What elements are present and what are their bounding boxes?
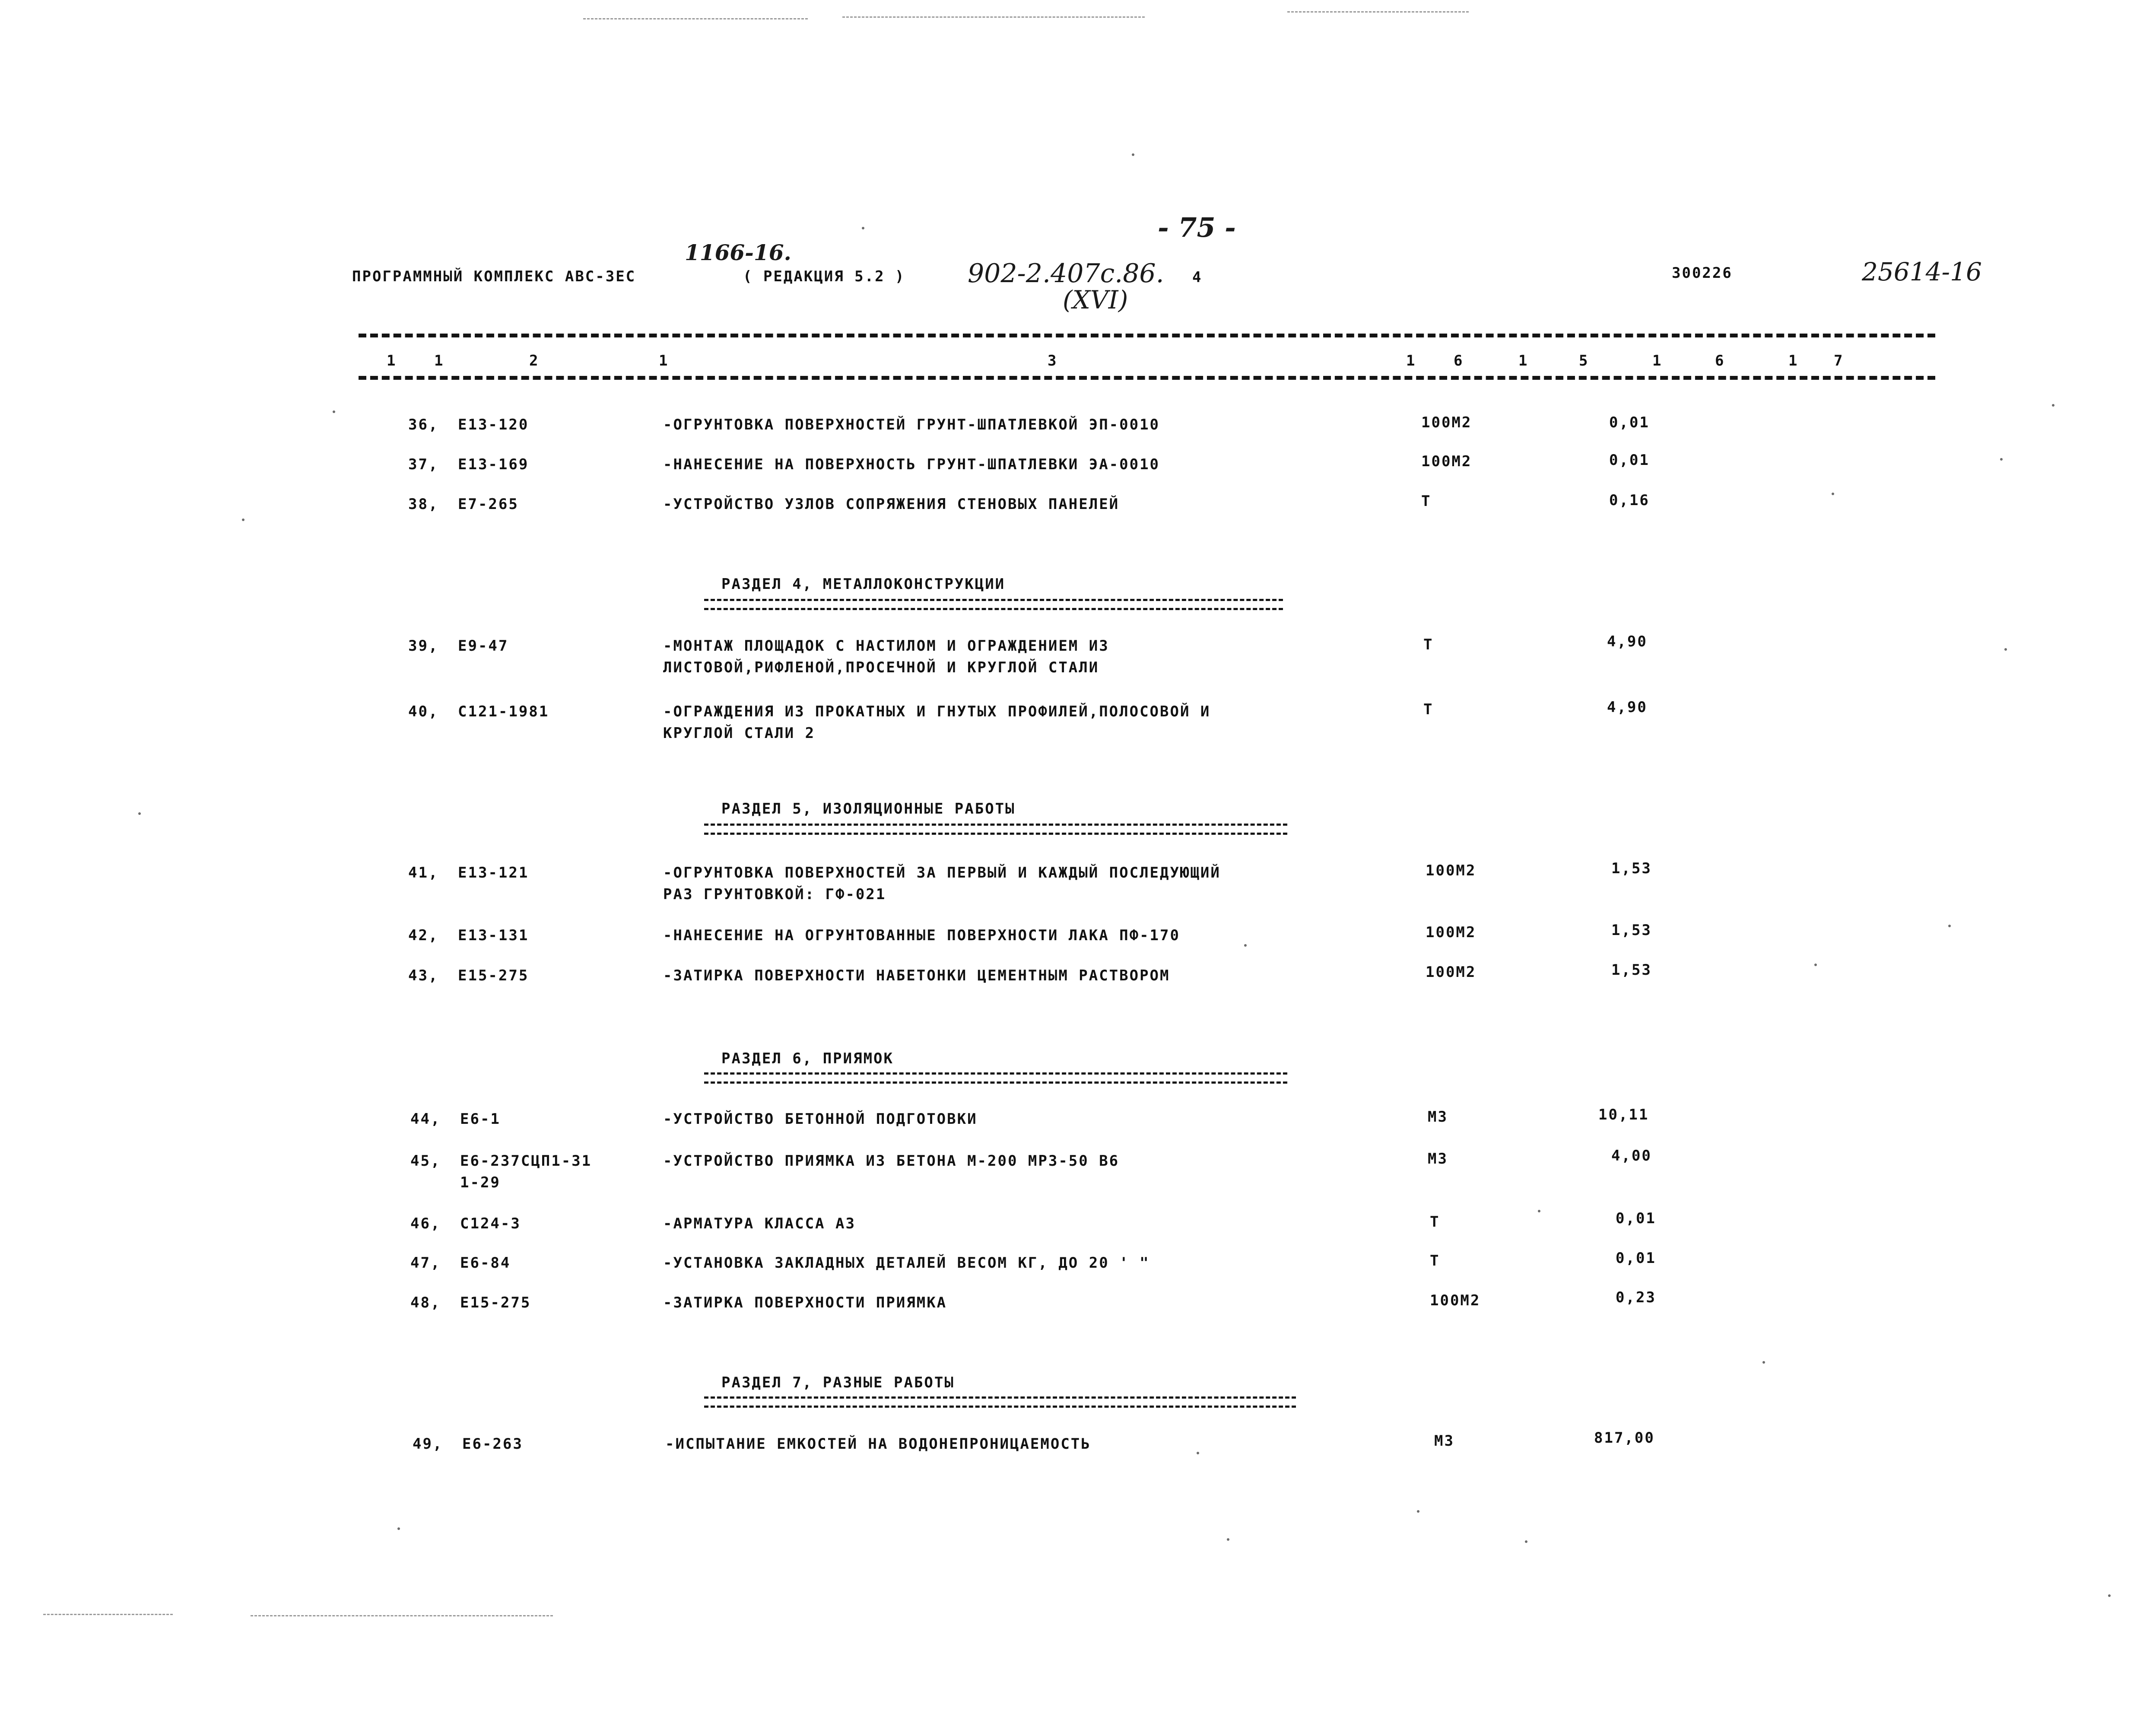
row-number: 41,: [408, 864, 439, 881]
row-quantity: 4,00: [1611, 1147, 1652, 1164]
row-description: -ОГРУНТОВКА ПОВЕРХНОСТЕЙ ЗА ПЕРВЫЙ И КАЖДЫЙ ПОСЛЕДУЮЩИЙ: [663, 864, 1221, 881]
row-unit: Т: [1421, 493, 1432, 510]
scan-speck: [1244, 944, 1247, 947]
row-unit: Т: [1423, 636, 1434, 653]
scan-speck: [1948, 925, 1951, 927]
col-sep: 1: [1788, 352, 1799, 369]
section-title: РАЗДЕЛ 7, РАЗНЫЕ РАБОТЫ: [721, 1374, 955, 1391]
row-unit: 100М2: [1430, 1292, 1481, 1309]
row-quantity: 0,23: [1616, 1289, 1656, 1306]
row-quantity: 0,01: [1609, 414, 1650, 431]
row-unit: М3: [1428, 1108, 1448, 1126]
col-sep: 1: [1518, 352, 1529, 369]
scan-artifact-top-3: [1287, 11, 1469, 13]
col-header-6a: 6: [1454, 352, 1464, 369]
row-quantity: 4,90: [1607, 633, 1648, 650]
section-underline: [704, 599, 1283, 610]
col-sep: 1: [387, 352, 397, 369]
row-code: Е15-275: [458, 967, 529, 984]
scan-speck: [1525, 1540, 1527, 1543]
scan-speck: [1132, 153, 1134, 156]
scan-speck: [138, 812, 141, 815]
row-description-cont: ЛИСТОВОЙ,РИФЛЕНОЙ,ПРОСЕЧНОЙ И КРУГЛОЙ СТАЛИ: [663, 659, 1099, 676]
scan-speck: [1762, 1361, 1765, 1364]
scan-artifact-bottom-1: [43, 1614, 173, 1615]
section-title: РАЗДЕЛ 4, МЕТАЛЛОКОНСТРУКЦИИ: [721, 576, 1006, 593]
col-header-6b: 6: [1715, 352, 1725, 369]
row-code: Е13-121: [458, 864, 529, 881]
scan-speck: [1814, 964, 1817, 966]
col-sep: 1: [1652, 352, 1663, 369]
handwritten-project-code: 902-2.407с.86.: [968, 258, 1164, 289]
edition-label: ( РЕДАКЦИЯ 5.2 ): [743, 268, 905, 285]
row-code: Е9-47: [458, 637, 509, 655]
row-number: 39,: [408, 637, 439, 655]
scan-speck: [1538, 1210, 1540, 1212]
section-underline: [704, 824, 1287, 835]
row-number: 45,: [410, 1152, 441, 1170]
row-number: 42,: [408, 927, 439, 944]
table-rule-bottom: [359, 376, 1935, 380]
col-sep: 1: [1406, 352, 1416, 369]
col-sep: 1: [434, 352, 445, 369]
scan-speck: [333, 410, 335, 413]
row-description: -ОГРУНТОВКА ПОВЕРХНОСТЕЙ ГРУНТ-ШПАТЛЕВКОЙ ЭП-0010: [663, 416, 1160, 433]
row-code: Е6-237СЦП1-31: [460, 1152, 592, 1170]
row-code: Е13-169: [458, 456, 529, 473]
handwritten-volume: (XVI): [1063, 285, 1128, 315]
scan-speck: [397, 1527, 400, 1530]
row-quantity: 0,16: [1609, 492, 1650, 509]
row-unit: Т: [1430, 1213, 1440, 1231]
program-label: ПРОГРАММНЫЙ КОМПЛЕКС АВС-ЗЕС: [352, 268, 636, 285]
row-code: С121-1981: [458, 703, 549, 720]
row-unit: 100М2: [1421, 414, 1472, 431]
row-code: С124-3: [460, 1215, 521, 1232]
scan-speck: [2004, 648, 2007, 651]
row-unit: Т: [1423, 701, 1434, 718]
scan-artifact-bottom-2: [251, 1615, 553, 1616]
row-code: Е6-263: [462, 1435, 523, 1453]
section-underline: [704, 1072, 1287, 1084]
row-unit: М3: [1428, 1150, 1448, 1167]
row-code: Е15-275: [460, 1294, 531, 1311]
row-quantity: 1,53: [1611, 961, 1652, 979]
scan-speck: [1227, 1538, 1229, 1541]
row-description-cont: КРУГЛОЙ СТАЛИ 2: [663, 725, 816, 742]
row-number: 36,: [408, 416, 439, 433]
scan-speck: [242, 518, 244, 521]
handwritten-sheet-code: 25614-16: [1862, 257, 1982, 286]
row-quantity: 817,00: [1594, 1429, 1655, 1447]
row-code-cont: 1-29: [460, 1174, 501, 1191]
scan-speck: [862, 227, 864, 229]
col-header-3: 3: [1048, 352, 1058, 369]
table-rule-top: [359, 334, 1935, 337]
row-description: -ИСПЫТАНИЕ ЕМКОСТЕЙ НА ВОДОНЕПРОНИЦАЕМОСТЬ: [665, 1435, 1091, 1453]
row-number: 48,: [410, 1294, 441, 1311]
row-quantity: 0,01: [1616, 1250, 1656, 1267]
row-description: -УСТРОЙСТВО БЕТОННОЙ ПОДГОТОВКИ: [663, 1110, 978, 1128]
col-header-5: 5: [1579, 352, 1589, 369]
row-description: -НАНЕСЕНИЕ НА ПОВЕРХНОСТЬ ГРУНТ-ШПАТЛЕВКИ ЭА-0010: [663, 456, 1160, 473]
row-description: -УСТРОЙСТВО ПРИЯМКА ИЗ БЕТОНА М-200 МРЗ-50 В6: [663, 1152, 1120, 1170]
row-number: 46,: [410, 1215, 441, 1232]
row-number: 40,: [408, 703, 439, 720]
scan-speck: [1197, 1452, 1199, 1454]
scan-speck: [2000, 458, 2003, 461]
header-tick: 4: [1192, 269, 1203, 286]
section-underline: [704, 1396, 1296, 1408]
page-number: - 75 -: [1158, 212, 1236, 243]
col-header-7: 7: [1834, 352, 1844, 369]
row-unit: 100М2: [1426, 924, 1476, 941]
row-description: -МОНТАЖ ПЛОЩАДОК С НАСТИЛОМ И ОГРАЖДЕНИЕМ ИЗ: [663, 637, 1109, 655]
row-description: -ОГРАЖДЕНИЯ ИЗ ПРОКАТНЫХ И ГНУТЫХ ПРОФИЛЕЙ,ПОЛОСОВОЙ И: [663, 703, 1211, 720]
row-quantity: 10,11: [1598, 1106, 1649, 1123]
row-code: Е7-265: [458, 496, 519, 513]
section-title: РАЗДЕЛ 5, ИЗОЛЯЦИОННЫЕ РАБОТЫ: [721, 800, 1016, 817]
row-unit: 100М2: [1421, 453, 1472, 470]
row-quantity: 1,53: [1611, 922, 1652, 939]
scan-speck: [2052, 404, 2054, 407]
row-code: Е6-1: [460, 1110, 501, 1128]
row-code: Е13-131: [458, 927, 529, 944]
row-description: -УСТРОЙСТВО УЗЛОВ СОПРЯЖЕНИЯ СТЕНОВЫХ ПАНЕЛЕЙ: [663, 496, 1120, 513]
row-description-cont: РАЗ ГРУНТОВКОЙ: ГФ-021: [663, 886, 886, 903]
scan-artifact-top-1: [583, 18, 808, 19]
col-header-2: 2: [529, 352, 540, 369]
section-title: РАЗДЕЛ 6, ПРИЯМОК: [721, 1050, 894, 1067]
row-number: 43,: [408, 967, 439, 984]
row-number: 38,: [408, 496, 439, 513]
row-description: -АРМАТУРА КЛАССА А3: [663, 1215, 856, 1232]
col-sep: 1: [659, 352, 669, 369]
row-code: Е6-84: [460, 1254, 511, 1272]
row-unit: 100М2: [1426, 862, 1476, 879]
row-number: 49,: [413, 1435, 443, 1453]
row-number: 37,: [408, 456, 439, 473]
row-description: -ЗАТИРКА ПОВЕРХНОСТИ ПРИЯМКА: [663, 1294, 947, 1311]
scan-speck: [2108, 1594, 2111, 1597]
row-quantity: 0,01: [1609, 452, 1650, 469]
row-number: 47,: [410, 1254, 441, 1272]
row-quantity: 4,90: [1607, 699, 1648, 716]
row-unit: М3: [1434, 1432, 1454, 1450]
row-description: -УСТАНОВКА ЗАКЛАДНЫХ ДЕТАЛЕЙ ВЕСОМ КГ, ДО 20 ' ": [663, 1254, 1150, 1272]
scan-speck: [1832, 493, 1834, 495]
handwritten-code-top: 1166-16.: [685, 240, 791, 265]
row-unit: Т: [1430, 1252, 1440, 1269]
date-code: 300226: [1672, 264, 1733, 282]
row-code: Е13-120: [458, 416, 529, 433]
row-quantity: 0,01: [1616, 1210, 1656, 1227]
row-unit: 100М2: [1426, 964, 1476, 981]
scan-speck: [1417, 1510, 1419, 1513]
row-description: -ЗАТИРКА ПОВЕРХНОСТИ НАБЕТОНКИ ЦЕМЕНТНЫМ РАСТВОРОМ: [663, 967, 1170, 984]
row-number: 44,: [410, 1110, 441, 1128]
scan-artifact-top-2: [842, 16, 1145, 18]
row-description: -НАНЕСЕНИЕ НА ОГРУНТОВАННЫЕ ПОВЕРХНОСТИ ЛАКА ПФ-170: [663, 927, 1180, 944]
row-quantity: 1,53: [1611, 860, 1652, 877]
